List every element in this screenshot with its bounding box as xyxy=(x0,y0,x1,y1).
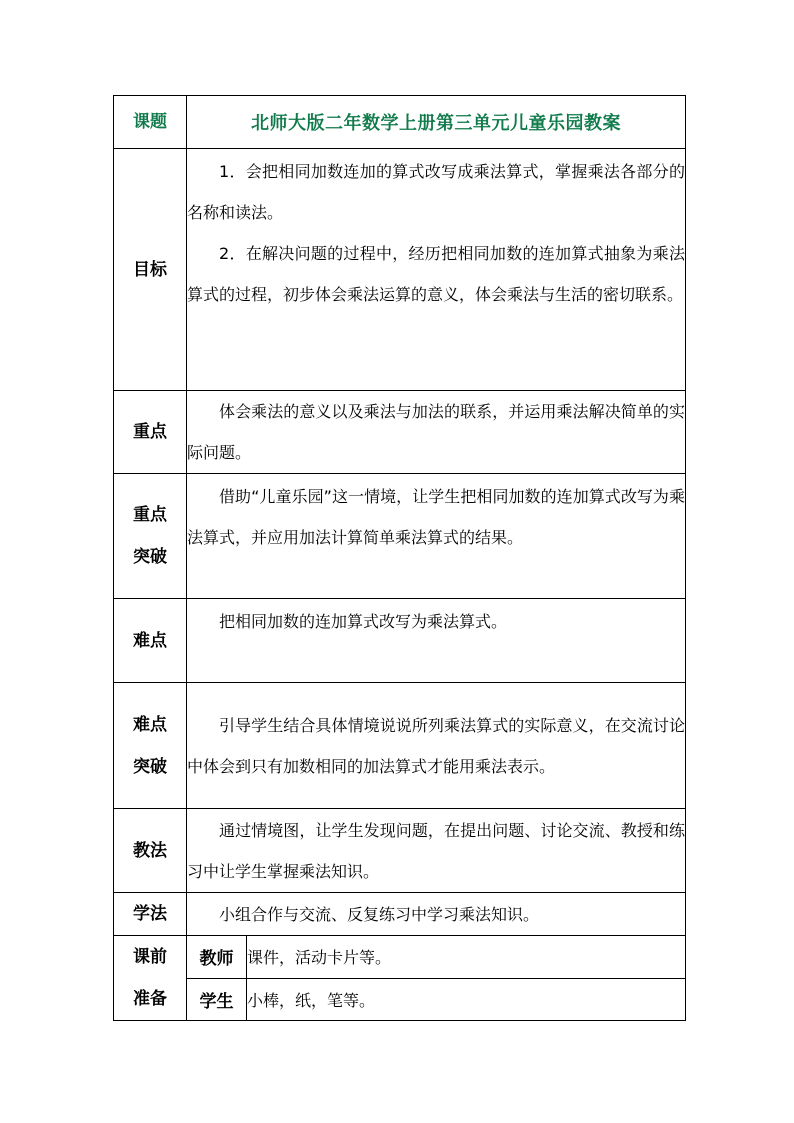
difficulty-break-label xyxy=(114,683,187,809)
teaching-method-label: 教法 xyxy=(114,809,187,893)
difficulty-break-label-1: 难点 xyxy=(133,714,167,735)
row-difficulty xyxy=(114,599,686,683)
prep-student-label: 学生 xyxy=(187,978,247,1021)
key-break-content xyxy=(187,474,686,599)
teaching-method-text: 通过情境图，让学生发现问题，在提出问题、讨论交流、教授和练习中让学生掌握乘法知识。 xyxy=(187,820,685,881)
row-learning-method xyxy=(114,893,686,936)
row-prep-teacher xyxy=(114,936,686,979)
prep-teacher-label: 教师 xyxy=(187,936,247,979)
row-teaching-method xyxy=(114,809,686,893)
prep-student-text: 小棒，纸，笔等。 xyxy=(247,978,686,1021)
row-goal xyxy=(114,149,686,391)
row-key-break xyxy=(114,474,686,599)
key-text: 体会乘法的意义以及乘法与加法的联系，并运用乘法解决简单的实际问题。 xyxy=(187,402,685,462)
goal-label: 目标 xyxy=(114,149,187,391)
difficulty-label: 难点 xyxy=(114,599,187,683)
difficulty-break-text: 引导学生结合具体情境说说所列乘法算式的实际意义，在交流讨论中体会到只有加数相同的加法算式才能用乘法表示。 xyxy=(187,715,685,776)
key-break-text: 借助“儿童乐园”这一情境，让学生把相同加数的连加算式改写为乘法算式，并应用加法计算简单乘法算式的结果。 xyxy=(187,487,685,547)
learning-method-text: 小组合作与交流、反复练习中学习乘法知识。 xyxy=(219,904,540,924)
row-key xyxy=(114,391,686,474)
difficulty-content xyxy=(187,599,686,683)
title-label: 课题 xyxy=(114,96,187,149)
goal-paragraph-2: 2．在解决问题的过程中，经历把相同加数的连加算式抽象为乘法算式的过程，初步体会乘法运算的意义，体会乘法与生活的密切联系。 xyxy=(187,244,685,304)
difficulty-text: 把相同加数的连加算式改写为乘法算式。 xyxy=(219,612,508,631)
row-prep-student xyxy=(114,978,686,1021)
goal-paragraph-1: 1．会把相同加数连加的算式改写成乘法算式，掌握乘法各部分的名称和读法。 xyxy=(187,162,685,222)
lesson-plan-table xyxy=(113,95,686,1021)
teaching-method-content xyxy=(187,809,686,893)
difficulty-break-label-2: 突破 xyxy=(133,756,167,777)
prep-label-1: 课前 xyxy=(133,947,167,967)
prep-label xyxy=(114,936,187,1021)
key-break-label xyxy=(114,474,187,599)
key-break-label-1: 重点 xyxy=(133,505,167,525)
key-label: 重点 xyxy=(114,391,187,474)
goal-content xyxy=(187,149,686,391)
row-title xyxy=(114,96,686,149)
difficulty-break-content xyxy=(187,683,686,809)
prep-label-2: 准备 xyxy=(133,989,167,1009)
lesson-title: 北师大版二年数学上册第三单元儿童乐园教案 xyxy=(187,96,686,149)
key-content xyxy=(187,391,686,474)
learning-method-label: 学法 xyxy=(114,893,187,936)
learning-method-content xyxy=(187,893,686,936)
prep-teacher-text: 课件，活动卡片等。 xyxy=(247,936,686,979)
row-difficulty-break xyxy=(114,683,686,809)
key-break-label-2: 突破 xyxy=(133,547,167,567)
